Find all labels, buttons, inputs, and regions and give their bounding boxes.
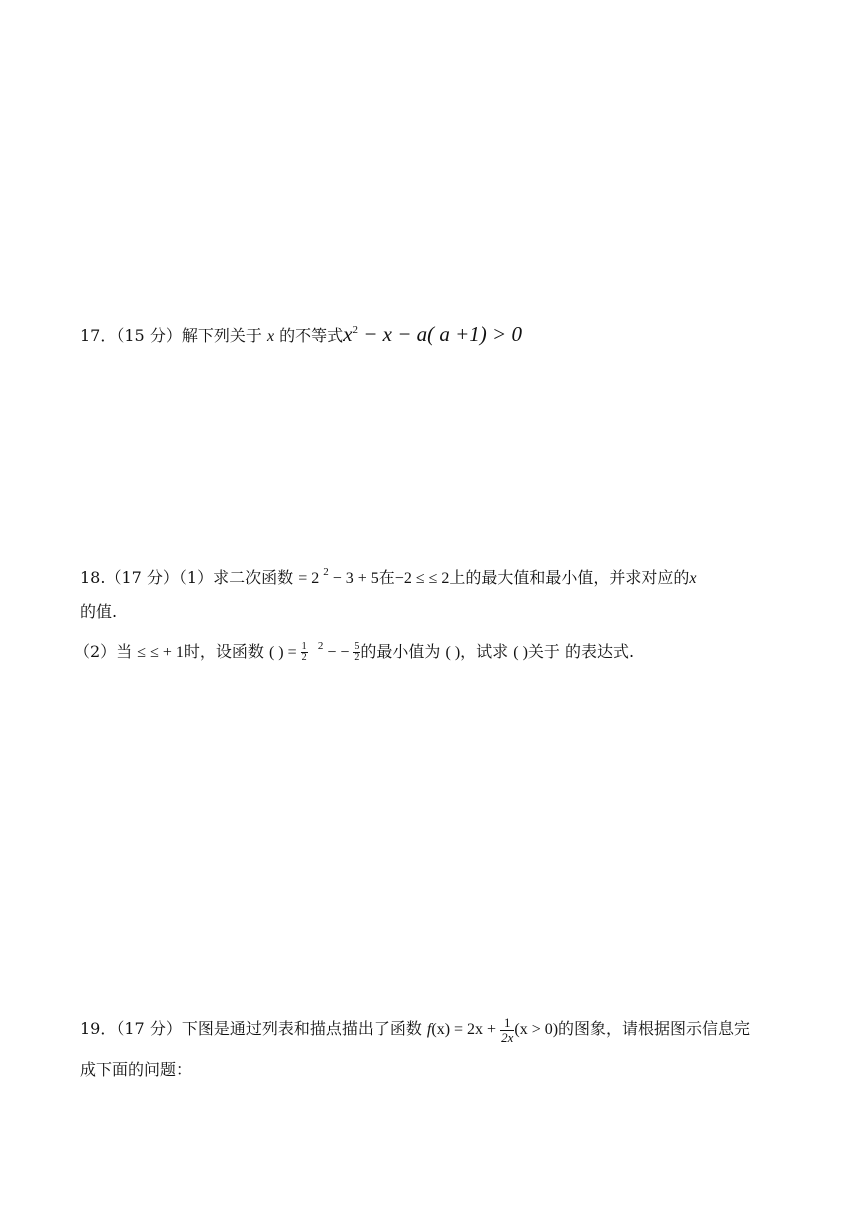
- question-18-variable: x: [689, 570, 697, 587]
- question-19-number: 19．: [80, 1019, 117, 1039]
- fraction-five-halves: $\frac{5}{2}$: [354, 641, 360, 663]
- question-17-inequality: $x^2 - x - a$( a +1) > 0: [343, 322, 522, 346]
- question-18-line-3: （2）当 ≤ ≤ + 1时，设函数 ( ) = $\frac{1}{2}$ $^2$ − − $\frac{5}{2}$ 的最小值为 ( )，试求 ( )关于 的表达式.: [74, 640, 635, 663]
- question-17-score: （15 分）: [116, 326, 182, 345]
- question-17-text-2: 的不等式: [279, 326, 344, 345]
- fraction-one-half: $\frac{1}{2}$: [301, 641, 307, 663]
- question-17-variable: x: [266, 328, 275, 345]
- question-18-part-1: （1）: [178, 568, 214, 587]
- question-17-number: 17．: [80, 326, 117, 345]
- question-18-part-2: （2）: [74, 642, 117, 661]
- question-18-line-2: 的值.: [80, 602, 118, 621]
- question-18-number: 18.: [80, 568, 106, 587]
- question-18-line-1: 18.（17 分）（1）求二次函数 = 2 $^2$ − 3 + 5在−2 ≤ ≤ 2上的最大值和最小值，并求对应的x: [80, 566, 697, 587]
- question-18-score: （17 分）: [105, 568, 179, 587]
- question-17: [80, 323, 522, 348]
- question-19-line-1: 19．（17 分）下图是通过列表和描点描出了函数 f(x) = 2x + $\frac{1}{2x}$ (x > 0)的图象，请根据图示信息完: [80, 1015, 751, 1045]
- question-19-line-2: 成下面的问题：: [80, 1060, 193, 1079]
- question-17-text: 解下列关于: [181, 326, 262, 345]
- question-19-score: （17 分）: [116, 1019, 182, 1039]
- question-19-function: f(x) = 2x + $\frac{1}{2x}$ (x > 0): [426, 1015, 559, 1045]
